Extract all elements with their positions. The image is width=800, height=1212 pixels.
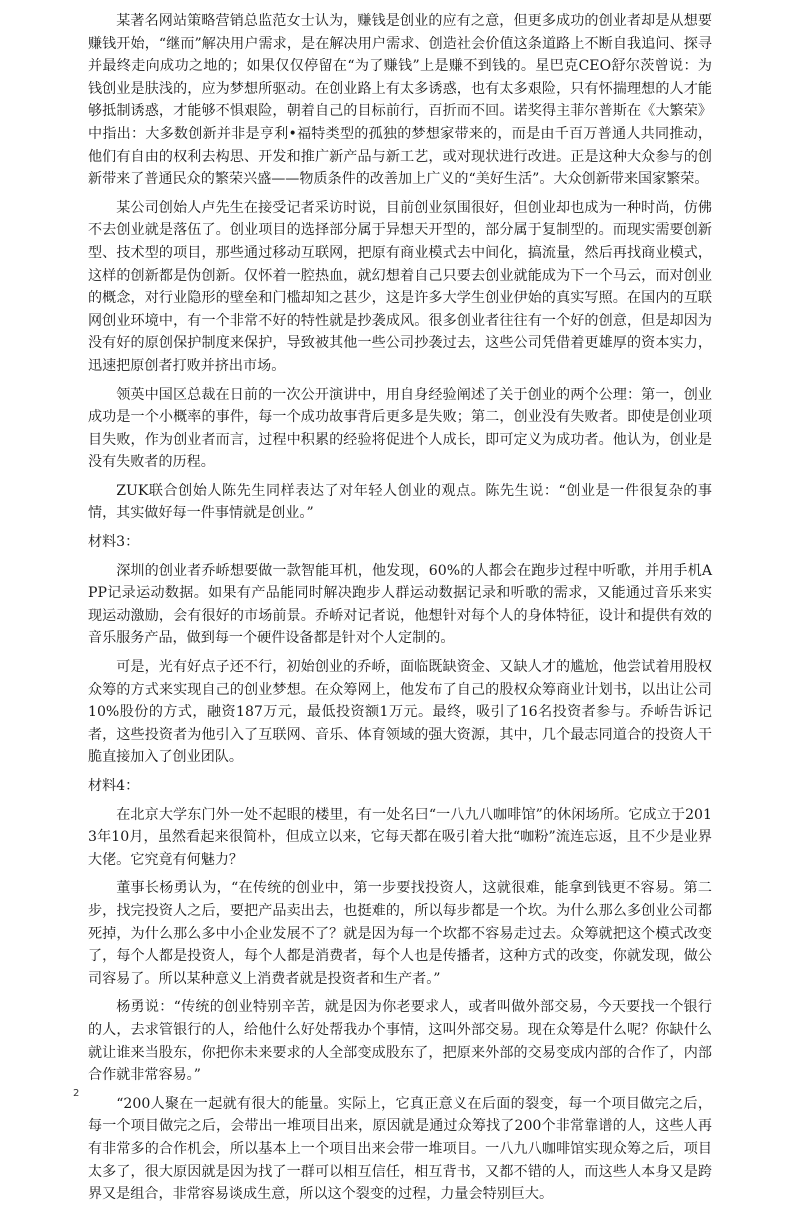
document-page	[88, 10, 712, 1212]
material-3-heading: 材料3：	[88, 534, 140, 551]
paragraph-external-trade: 杨勇说：“传统的创业特别辛苦，就是因为你老要求人，或者叫做外部交易，今天要找一个银行的人，去求管银行的人，给他什么好处帮我办个事情，这叫外部交易。现在众筹是什么呢？你缺什么就让谁来当股东，你把你未来要求的人全部变成股东了，把原来外部的交易变成内部的合作了，内部合作就非常容易。”	[88, 999, 712, 1084]
paragraph-entrepreneurship-motivation: 某著名网站策略营销总监范女士认为，赚钱是创业的应有之意，但更多成功的创业者却是从想要赚钱开始，“继而”解决用户需求，是在解决用户需求、创造社会价值这条道路上不断自我追问、探寻并最终走向成功之地的；如果仅仅停留在“为了赚钱”上是赚不到钱的。星巴克CEO舒尔茨曾说：为钱创业是肤浅的，应为梦想所驱动。在创业路上有太多诱惑，也有太多艰险，只有怀揣理想的人才能够抵制诱惑，才能够不惧艰险，朝着自己的目标前行，百折而不回。诺奖得主菲尔普斯在《大繁荣》中指出：大多数创新并非是亨利•福特类型的孤独的梦想家带来的，而是由千百万普通人共同推动，他们有自由的权利去构思、开发和推广新产品与新工艺，或对现状进行改进。正是这种大众参与的创新带来了普通民众的繁荣兴盛——物质条件的改善加上广义的“美好生活”。大众创新带来国家繁荣。	[88, 13, 712, 188]
paragraph-linkedin-axioms: 领英中国区总裁在日前的一次公开演讲中，用自身经验阐述了关于创业的两个公理：第一，创业成功是一个小概率的事件，每一个成功故事背后更多是失败；第二，创业没有失败者。即使是创业项目失败，作为创业者而言，过程中积累的经验将促进个人成长，即可定义为成功者。他认为，创业是没有失败者的历程。	[88, 386, 712, 471]
paragraph-1898-cafe: 在北京大学东门外一处不起眼的楼里，有一处名曰“一八九八咖啡馆”的休闲场所。它成立于2013年10月，虽然看起来很简朴，但成立以来，它每天都在吸引着大批“咖粉”流连忘返，且不少是业界大佬。它究竟有何魅力？	[88, 806, 712, 868]
material-4-heading: 材料4：	[88, 778, 140, 794]
paragraph-equity-crowdfunding: 可是，光有好点子还不行，初始创业的乔峤，面临既缺资金、又缺人才的尴尬，他尝试着用股权众筹的方式来实现自己的创业梦想。在众筹网上，他发布了自己的股权众筹商业计划书，以出让公司10%股份的方式，融资187万元，最低投资额1万元。最终，吸引了16名投资者参与。乔峤告诉记者，这些投资者为他引入了互联网、音乐、体育领域的强大资源，其中，几个最志同道合的投资人干脆直接加入了创业团队。	[88, 659, 712, 766]
page-number: 2	[73, 1088, 80, 1099]
paragraph-fission-effect: “200人聚在一起就有很大的能量。实际上，它真正意义在后面的裂变，每一个项目做完之后，每一个项目做完之后，会带出一堆项目出来，原因就是通过众筹找了200个非常靠谱的人，这些人再有非常多的合作机会，所以基本上一个项目出来会带一堆项目。一八九八咖啡馆实现众筹之后，项目太多了，很大原因就是因为找了一群可以相互信任，相互背书，又都不错的人，而这些人本身又是跨界又是组合，非常容易谈成生意，所以这个裂变的过程，力量会特别巨大。	[88, 1095, 712, 1203]
paragraph-zuk-founder: ZUK联合创始人陈先生同样表达了对年轻人创业的观点。陈先生说：“创业是一件很复杂的事情，其实做好每一件事情就是创业。”	[88, 482, 712, 522]
paragraph-innovation-vs-copying: 某公司创始人卢先生在接受记者采访时说，目前创业氛围很好，但创业却也成为一种时尚，仿佛不去创业就是落伍了。创业项目的选择部分属于异想天开型的，部分属于复制型的。而现实需要创新型、技术型的项目，那些通过移动互联网，把原有商业模式去中间化，搞流量，然后再找商业模式，这样的创新都是伪创新。仅怀着一腔热血，就幻想着自己只要去创业就能成为下一个马云，而对创业的概念，对行业隐形的壁垒和门槛却知之甚少，这是许多大学生创业伊始的真实写照。在国内的互联网创业环境中，有一个非常不好的特性就是抄袭成风。很多创业者往往有一个好的创意，但是却因为没有好的原创保护制度来保护，导致被其他一些公司抄袭过去，这些公司凭借着更雄厚的资本实力，迅速把原创者打败并挤出市场。	[88, 199, 712, 374]
paragraph-chairman-view: 董事长杨勇认为，“在传统的创业中，第一步要找投资人，这就很难，能拿到钱更不容易。第二步，找完投资人之后，要把产品卖出去，也挺难的，所以每步都是一个坎。为什么那么多创业公司都死掉，为什么那么多中小企业发展不了？就是因为每一个坎都不容易走过去。众筹就把这个模式改变了，每个人都是投资人，每个人都是消费者，每个人也是传播者，这种方式的改变，你就发现，做公司容易了。所以某种意义上消费者就是投资者和生产者。”	[88, 880, 712, 987]
paragraph-smart-earphone: 深圳的创业者乔峤想要做一款智能耳机，他发现，60%的人都会在跑步过程中听歌，并用手机APP记录运动数据。如果有产品能同时解决跑步人群运动数据记录和听歌的需求，又能通过音乐来实现运动激励，会有很好的市场前景。乔峤对记者说，他想针对每个人的身体特征，设计和提供有效的音乐服务产品，做到每一个硬件设备都是针对个人定制的。	[88, 562, 712, 647]
